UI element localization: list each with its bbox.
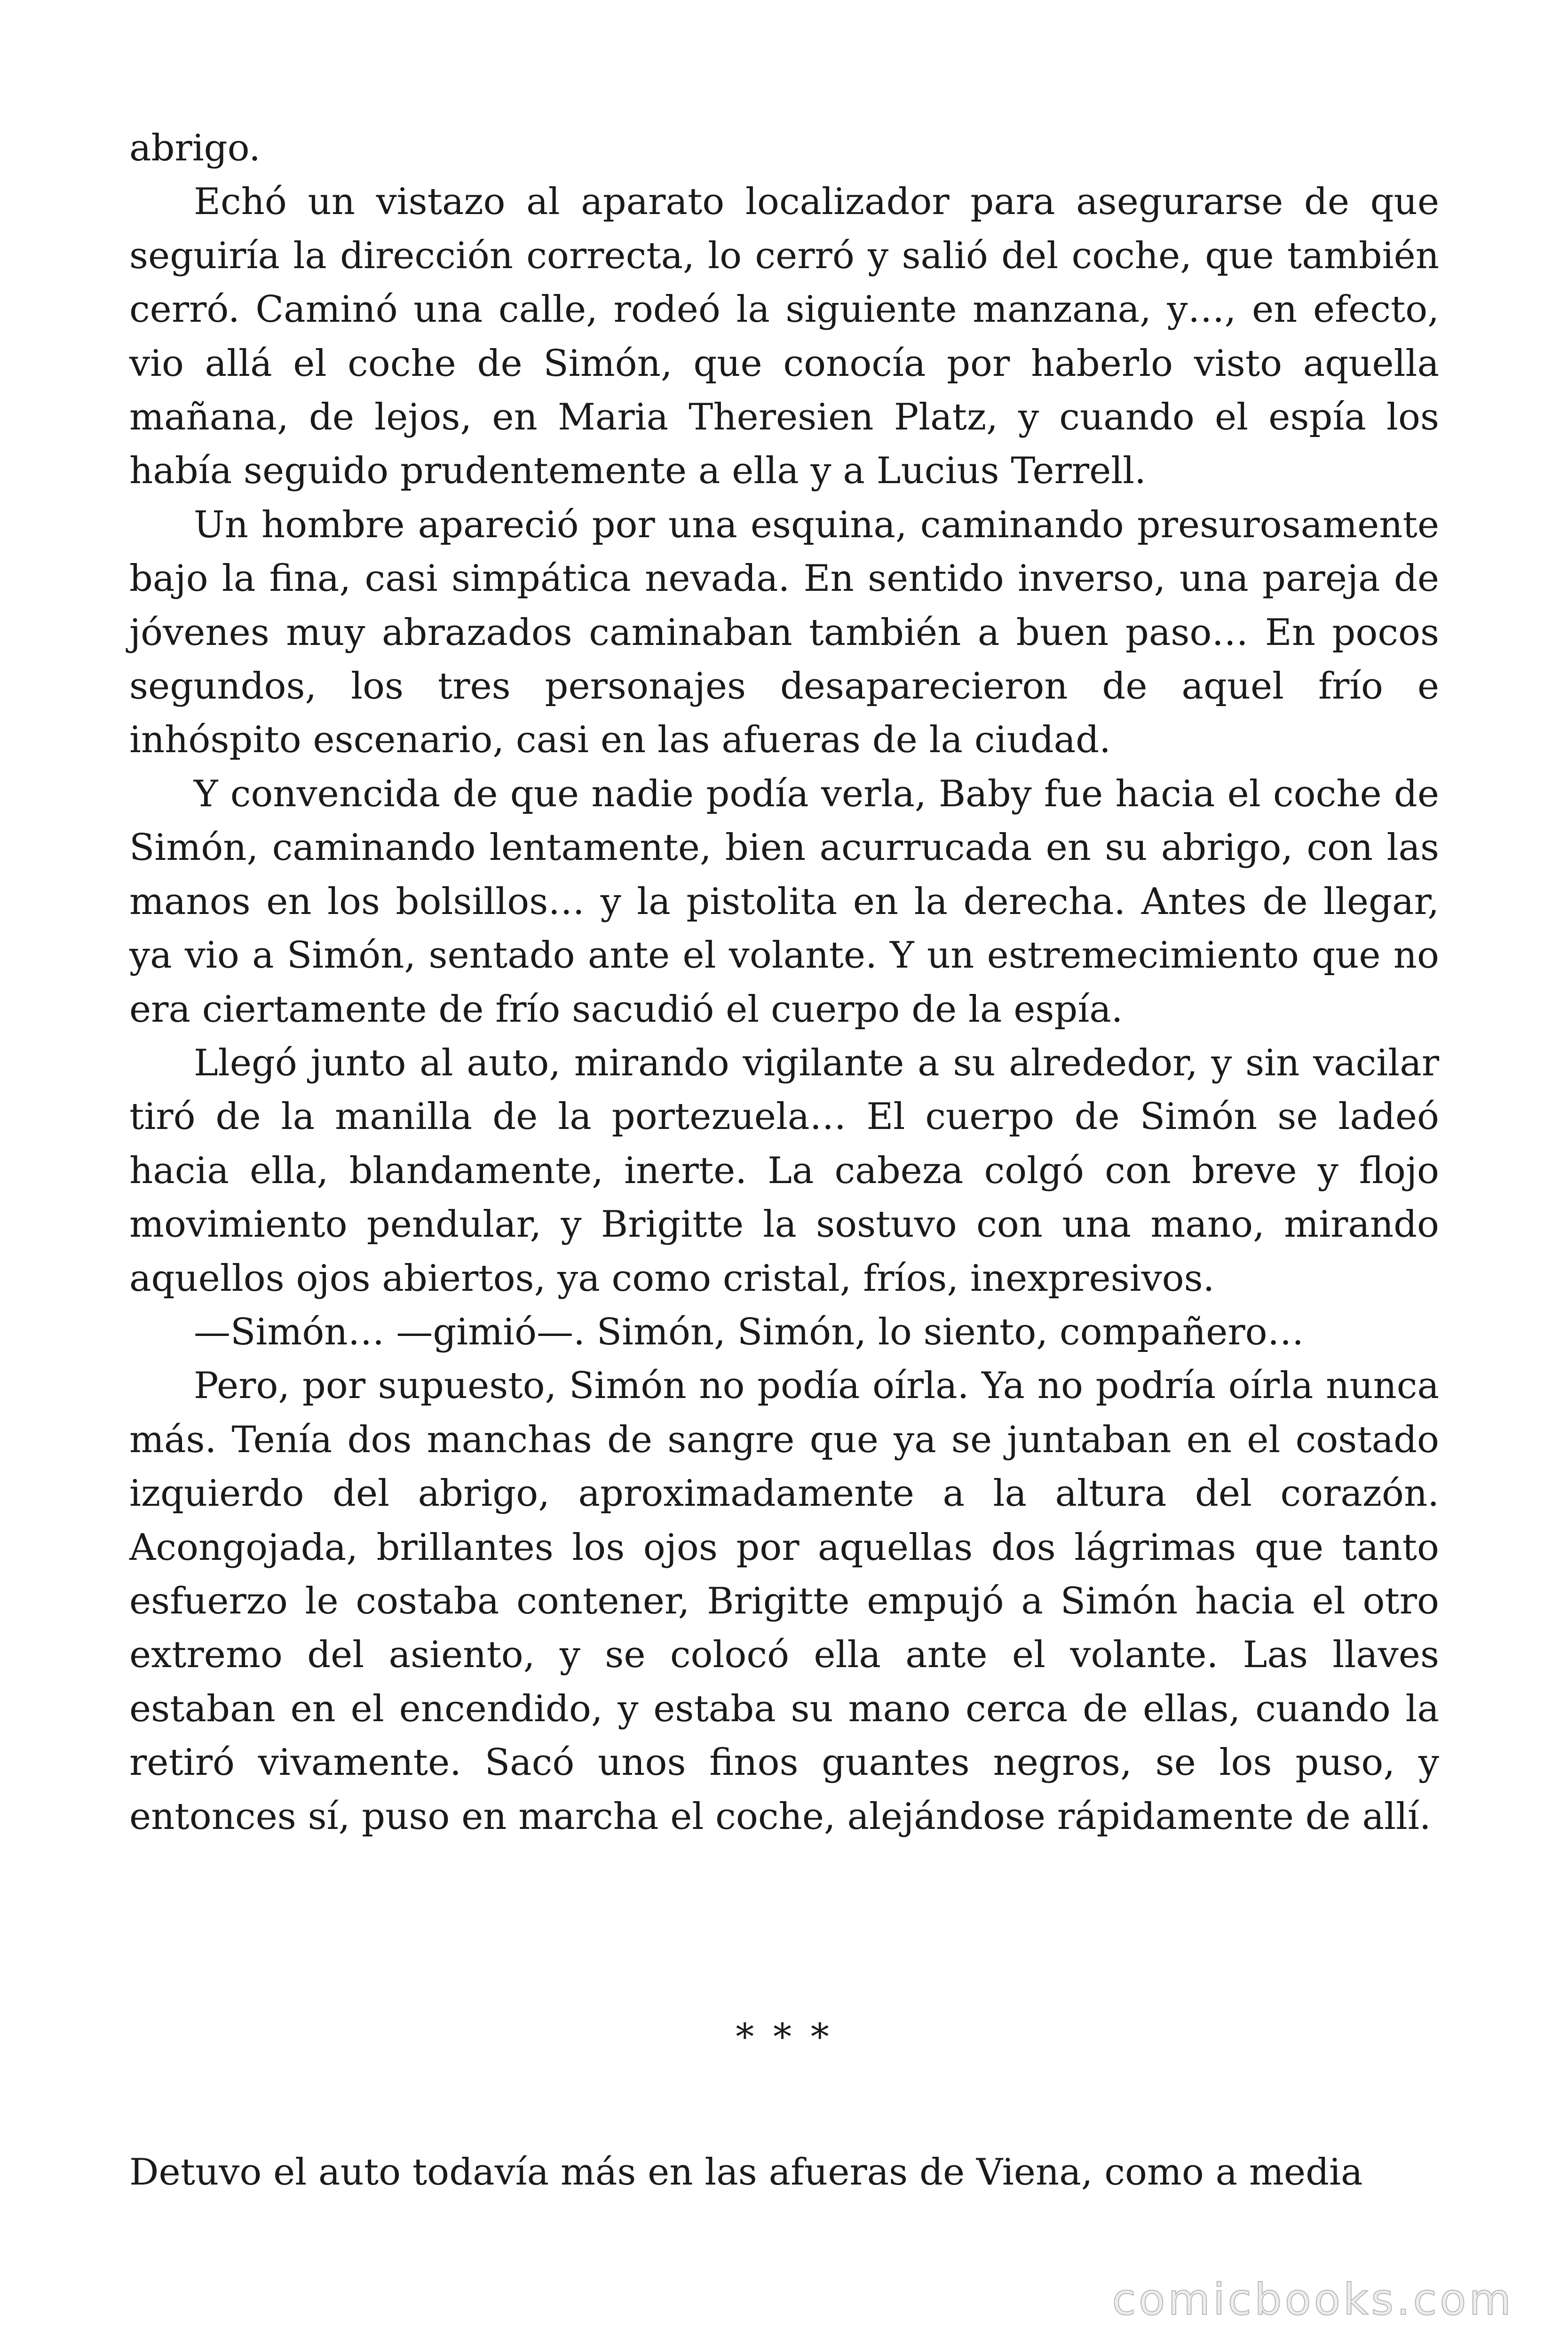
paragraph: Llegó junto al auto, mirando vigilante a su alrededor, y sin vacilar tiró de la manilla de la portezuela… El cuerpo de Simón se ladeó hacia ella, blandamente, inerte. La cabeza colgó con breve y flojo movimiento pendular, y Brigitte la sostuvo con una mano, mirando aquellos ojos abiertos, ya como cristal, fríos, inexpresivos. [129,1041,1439,1300]
paragraph: Pero, por supuesto, Simón no podía oírla. Ya no podría oírla nunca más. Tenía dos manchas de sangre que ya se juntaban en el costado izquierdo del abrigo, aproximadamente a la altura del corazón. Acongojada, brillantes los ojos por aquellas dos lágrimas que tanto esfuerzo le costaba contener, Brigitte empujó a Simón hacia el otro extremo del asiento, y se colocó ella ante el volante. Las llaves estaban en el encendido, y estaba su mano cerca de ellas, cuando la retiró vivamente. Sacó unos finos guantes negros, se los puso, y entonces sí, puso en marcha el coche, alejándose rápidamente de allí. [129,1365,1439,1838]
dialogue-line: —Simón… —gimió—. Simón, Simón, lo siento, compañero… [194,1311,1304,1353]
body-text [129,121,1439,1843]
watermark: comicbooks.com [1112,2274,1514,2325]
paragraph: Un hombre apareció por una esquina, caminando presurosamente bajo la fina, casi simpática nevada. En sentido inverso, una pareja de jóvenes muy abrazados caminaban también a buen paso… En pocos segundos, los tres personajes desaparecieron de aquel frío e inhóspito escenario, casi en las afueras de la ciudad. [129,503,1439,762]
final-paragraph: Detuvo el auto todavía más en las afueras de Viena, como a media [129,2151,1363,2193]
paragraph: abrigo. [129,127,261,169]
section-separator: * * * [736,2016,833,2058]
paragraph: Echó un vistazo al aparato localizador para asegurarse de que seguiría la dirección correcta, lo cerró y salió del coche, que también cerró. Caminó una calle, rodeó la siguiente manzana, y…, en efecto, vio allá el coche de Simón, que conocía por haberlo visto aquella mañana, de lejos, en Maria Theresien Platz, y cuando el espía los había seguido prudentemente a ella y a Lucius Terrell. [129,181,1439,493]
paragraph: Y convencida de que nadie podía verla, Baby fue hacia el coche de Simón, caminando lentamente, bien acurrucada en su abrigo, con las manos en los bolsillos… y la pistolita en la derecha. Antes de llegar, ya vio a Simón, sentado ante el volante. Y un estremecimiento que no era ciertamente de frío sacudió el cuerpo de la espía. [129,772,1439,1031]
